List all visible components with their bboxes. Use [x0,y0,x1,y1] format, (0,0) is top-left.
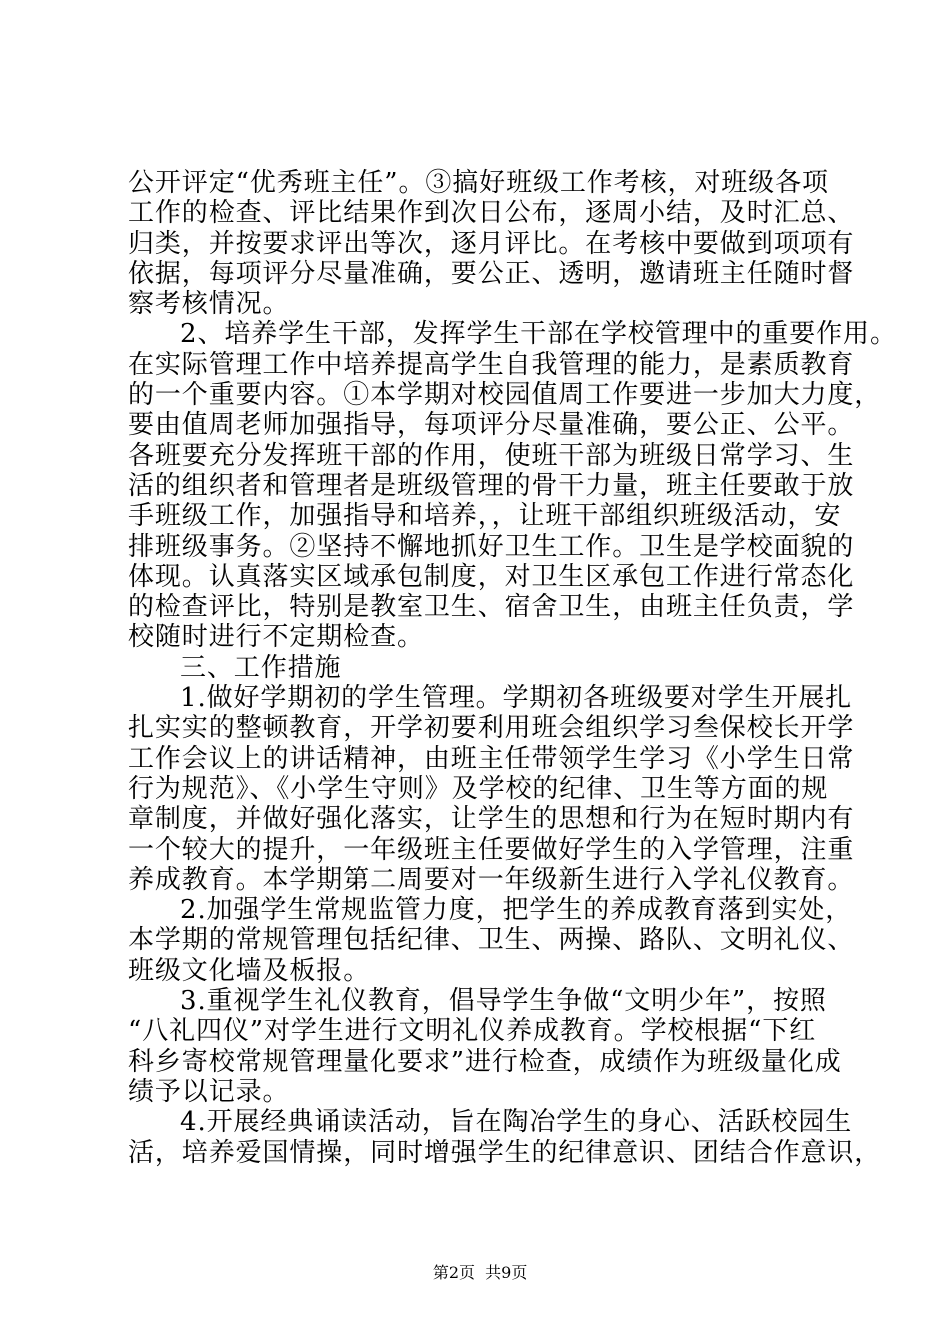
text-line: 要由值周老师加强指导，每项评分尽量准确，要公正、公平。 [128,410,855,441]
text-line: 1.做好学期初的学生管理。学期初各班级要对学生开展扎 [180,683,853,714]
text-line: 章制度，并做好强化落实，让学生的思想和行为在短时期内有 [128,804,855,835]
text-line: 手班级工作，加强指导和培养，，让班干部组织班级活动，安 [128,501,842,532]
text-line: 行为规范》、《小学生守则》及学校的纪律、卫生等方面的规 [128,773,829,804]
text-line: 扎实实的整顿教育，开学初要利用班会组织学习叁保校长开学 [128,713,855,744]
text-line: 2、培养学生干部，发挥学生干部在学校管理中的重要作用。 [180,319,897,350]
text-line: 班级文化墙及板报。 [128,955,371,986]
text-line: 校随时进行不定期检查。 [128,622,424,653]
text-line: 排班级事务。②坚持不懈地抓好卫生工作。卫生是学校面貌的 [128,531,855,562]
document-body [128,168,897,1168]
text-line: 科乡寄校常规管理量化要求”进行检查，成绩作为班级量化成 [128,1046,842,1077]
page-footer [0,1243,950,1283]
text-line: 体现。认真落实区域承包制度，对卫生区承包工作进行常态化 [128,561,855,592]
text-line: “八礼四仪”对学生进行文明礼仪养成教育。学校根据“下红 [128,1016,817,1047]
text-line: 三、工作措施 [180,652,342,683]
text-line: 工作会议上的讲话精神，由班主任带领学生学习《小学生日常 [128,743,855,774]
text-line: 在实际管理工作中培养提高学生自我管理的能力，是素质教育 [128,349,855,380]
text-line: 2.加强学生常规监管力度，把学生的养成教育落到实处， [180,895,853,926]
text-line: 工作的检查、评比结果作到次日公布，逐周小结，及时汇总、 [128,198,855,229]
text-line: 活，培养爱国情操，同时增强学生的纪律意识、团结合作意识， [128,1137,882,1168]
text-line: 3.重视学生礼仪教育，倡导学生争做“文明少年”，按照 [180,986,827,1017]
text-line: 察考核情况。 [128,289,290,320]
text-line: 4.开展经典诵读活动，旨在陶冶学生的身心、活跃校园生 [180,1107,853,1138]
page-number-label: 第2页 共9页 [432,1263,528,1282]
text-line: 养成教育。本学期第二周要对一年级新生进行入学礼仪教育。 [128,864,855,895]
text-line: 活的组织者和管理者是班级管理的骨干力量，班主任要敢于放 [128,470,855,501]
text-line: 依据，每项评分尽量准确，要公正、透明，邀请班主任随时督 [128,258,855,289]
text-line: 公开评定“优秀班主任”。③搞好班级工作考核，对班级各项 [128,168,829,198]
text-line: 绩予以记录。 [128,1076,290,1107]
text-line: 本学期的常规管理包括纪律、卫生、两操、路队、文明礼仪、 [128,925,855,956]
text-line: 各班要充分发挥班干部的作用，使班干部为班级日常学习、生 [128,440,855,471]
text-line: 一个较大的提升，一年级班主任要做好学生的入学管理，注重 [128,834,855,865]
text-line: 的检查评比，特别是教室卫生、宿舍卫生，由班主任负责，学 [128,592,855,623]
text-line: 的一个重要内容。①本学期对校园值周工作要进一步加大力度， [128,380,882,411]
text-line: 归类，并按要求评出等次，逐月评比。在考核中要做到项项有 [128,228,855,259]
